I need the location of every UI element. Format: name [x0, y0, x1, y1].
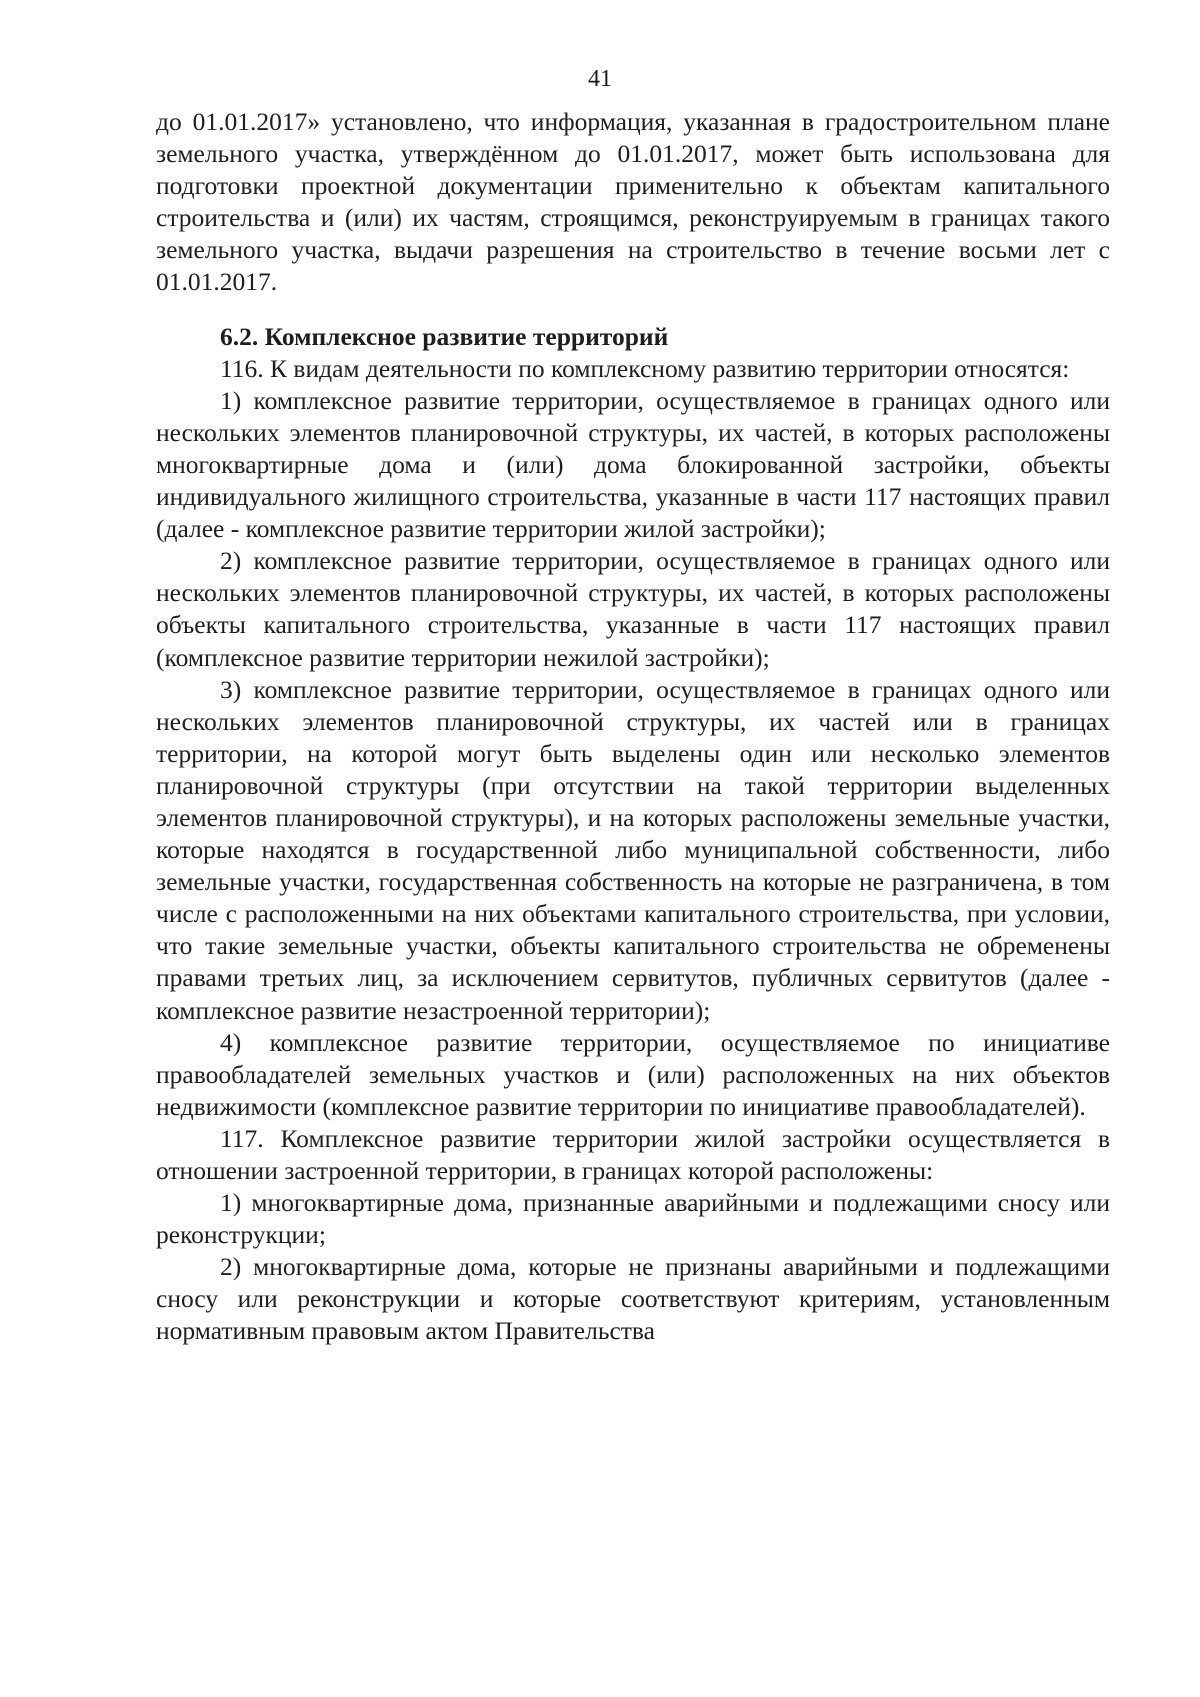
section-heading: 6.2. Комплексное развитие территорий	[220, 321, 669, 351]
paragraph-117: 117. Комплексное развитие территории жилой застройки осуществляется в отношении застроенной территории, в границах которой расположены:	[156, 1123, 1110, 1185]
list-item-116-4: 4) комплексное развитие территории, осуществляемое по инициативе правообладателей земельных участков и (или) расположенных на них объектов недвижимости (комплексное развитие территории по инициативе правообладателей).	[156, 1027, 1110, 1121]
list-item-116-1: 1) комплексное развитие территории, осуществляемое в границах одного или нескольких элементов планировочной структуры, их частей, в которых расположены многоквартирные дома и (или) дома блокированной застройки, объекты индивидуального жилищного строительства, указанные в части 117 настоящих правил (далее - комплексное развитие территории жилой застройки);	[156, 385, 1110, 544]
document-body	[156, 106, 1110, 1348]
page-number: 41	[588, 66, 612, 92]
paragraph-continuation: до 01.01.2017» установлено, что информация, указанная в градостроительном плане земельного участка, утверждённом до 01.01.2017, может быть использована для подготовки проектной документации применительно к объектам капитального строительства и (или) их частям, строящимся, реконструируемым в границах такого земельного участка, выдачи разрешения на строительство в течение восьми лет с 01.01.2017.	[156, 107, 1110, 297]
list-item-117-1: 1) многоквартирные дома, признанные аварийными и подлежащими сносу или реконструкции;	[156, 1188, 1110, 1250]
list-item-116-2: 2) комплексное развитие территории, осуществляемое в границах одного или нескольких элементов планировочной структуры, их частей, в которых расположены объекты капитального строительства, указанные в части 117 настоящих правил (комплексное развитие территории нежилой застройки);	[156, 546, 1110, 672]
list-item-117-2: 2) многоквартирные дома, которые не признаны аварийными и подлежащими сносу или реконструкции и которые соответствуют критериям, установленным нормативным правовым актом Правительства	[156, 1252, 1110, 1346]
list-item-116-3: 3) комплексное развитие территории, осуществляемое в границах одного или нескольких элементов планировочной структуры, их частей или в границах территории, на которой могут быть выделены один или несколько элементов планировочной структуры (при отсутствии на такой территории выделенных элементов планировочной структуры), и на которых расположены земельные участки, которые находятся в государственной либо муниципальной собственности, либо земельные участки, государственная собственность на которые не разграничена, в том числе с расположенными на них объектами капитального строительства, при условии, что такие земельные участки, объекты капитального строительства не обременены правами третьих лиц, за исключением сервитутов, публичных сервитутов (далее - комплексное развитие незастроенной территории);	[156, 674, 1110, 1025]
paragraph-116: 116. К видам деятельности по комплексному развитию территории относятся:	[220, 353, 1070, 383]
